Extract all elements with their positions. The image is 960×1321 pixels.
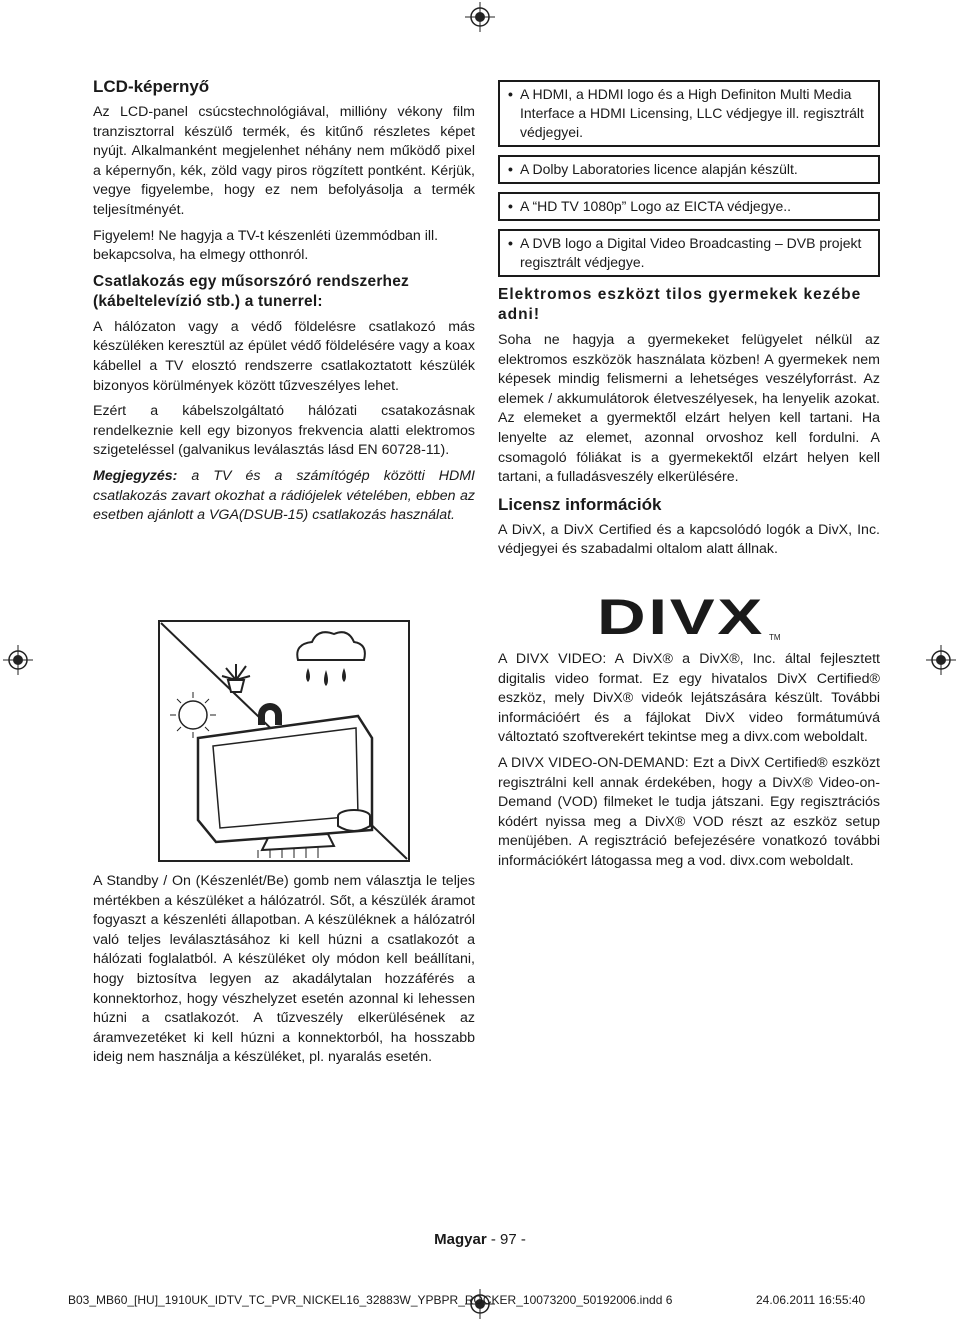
page-number: - 97 - <box>486 1231 526 1248</box>
box-text: A Dolby Laboratories licence alapján készült. <box>520 161 798 177</box>
bullet: • <box>508 161 513 177</box>
bullet: • <box>508 198 513 214</box>
note-label: Megjegyzés: <box>93 467 178 484</box>
registration-mark-top-icon <box>465 2 495 32</box>
footer-language: Magyar <box>434 1231 487 1248</box>
slug-filename: B03_MB60_[HU]_1910UK_IDTV_TC_PVR_NICKEL16_32883W_YPBPR_ROCKER_10073200_50192006.indd 6 <box>68 1293 673 1307</box>
divx-trademark: TM <box>769 633 781 642</box>
divx-logo <box>597 590 782 642</box>
trademark-box-hdmi <box>498 80 880 147</box>
lcd-heading: LCD-képernyő <box>93 77 210 96</box>
license-heading: Licensz információk <box>498 494 662 514</box>
cable-paragraph-1: A hálózaton vagy a védő földelésre csatlakozó más készüléken keresztül az épület védő földelésére vagy a koax kábellel a TV elosztó rendszerre csatlakoztatott készülék bizonyos körülmények között tűzveszélyes lehet. <box>93 318 475 394</box>
trademark-box-dolby <box>498 155 880 184</box>
cable-heading: Csatlakozás egy műsorszóró rendszerhez (kábeltelevízió stb.) a tunerrel: <box>93 272 409 310</box>
kids-heading: Elektromos eszközt tilos gyermekek kezébe adni! <box>498 286 862 323</box>
box-text: A HDMI, a HDMI logo és a High Definiton Multi Media Interface a HDMI Licensing, LLC védjegye ill. regisztrált védjegyei. <box>520 86 864 140</box>
trademark-box-hdtv <box>498 192 880 221</box>
right-column <box>498 80 880 566</box>
standby-paragraph: A Standby / On (Készenlét/Be) gomb nem választja le teljes mértékben a készüléket a hálózatról. Sőt, a készülék áramot fogyaszt a készenléti állapotban. A készüléknek a hálózatról való teljes leválasztásához ki kell húzni a csatlakozót a hálózati foglalatból. A készüléket oly módon kell beállítani, hogy biztosítva legyen az akadálytalan hozzáférés a konnektorhoz, hogy vészhelyzet esetén azonnal ki lehessen húzni a csatlakozót. A tűzveszély elkerülésének az áramvezetéket ki kell húzni a konnektorból, ha hosszabb ideig nem használja a készüléket, pl. nyaralás esetén. <box>93 873 475 1066</box>
hdmi-note <box>93 467 475 526</box>
slug-date: 24.06.2011 16:55:40 <box>756 1293 866 1307</box>
cable-paragraph-2: Ezért a kábelszolgáltató hálózati csatakozásnak rendelkeznie kell egy bizonyos frekvencia alatti elektromos szigeteléssel (galvanikus leválasztás lásd EN 60728-11). <box>93 403 475 459</box>
warning-paragraph: Figyelem! Ne hagyja a TV-t készenléti üzemmódban ill. bekapcsolva, ha elmegy otthonról. <box>93 227 439 264</box>
registration-mark-right-icon <box>926 645 956 675</box>
kids-paragraph: Soha ne hagyja a gyermekeket felügyelet nélkül az elektromos eszközök használata közben! A gyermekek nem képesek mindig felismerni a lehetséges veszélyforrást. Az elemek / akkumulátorok életveszélyesek, ha lenyelik azokat. Az elemeket a gyermektől elzárt helyen kell tartani. Ha lenyelte az elemet, azonnal orvoshoz kell fordulni. A csomagoló fóliákat is a gyermekektől elzárt helyen kell tartani, a fulladásveszély elkerülésére. <box>498 332 880 486</box>
license-paragraph: A DivX, a DivX Certified és a kapcsolódó logók a DivX, Inc. védjegyei és szabadalmi oltalom alatt állnak. <box>498 521 880 558</box>
bullet: • <box>508 235 513 251</box>
box-text: A “HD TV 1080p” Logo az EICTA védjegye.. <box>520 198 792 214</box>
left-column <box>93 76 475 532</box>
lcd-paragraph: Az LCD-panel csúcstechnológiával, millióny vékony film tranzisztorral készülő termék, és kitűnő részletes képet nyújt. Alkalmanként megjelenhet néhány nem működő pixel a képernyőn, kék, zöld vagy piros rögzített pontként. Kérjük, vegye figyelembe, hogy ez nem befolyásolja a termék teljesítményét. <box>93 104 475 218</box>
note-text: a TV és a számítógép közötti HDMI csatlakozás zavart okozhat a rádiójelek vételében, ebben az esetben ajánlott a VGA(DSUB-15) csatlakozás használat. <box>93 467 475 524</box>
trademark-box-dvb <box>498 229 880 277</box>
box-text: A DVB logo a Digital Video Broadcasting – DVB projekt regisztrált védjegye. <box>520 235 862 270</box>
bullet: • <box>508 86 513 102</box>
registration-mark-left-icon <box>3 645 33 675</box>
page-footer <box>0 1231 960 1248</box>
divx-video-paragraph: A DIVX VIDEO: A DivX® a DivX®, Inc. által fejlesztett digitalis video format. Ez egy hivatalos DivX Certified® eszköz, mely DivX® videók lejátszására készült. További információért és a fájlokat DivX video formátumúvá változtató szoftverekért tekintse meg a divx.com weboldalt. <box>498 651 880 746</box>
divx-logo-text: DIVX <box>597 590 765 642</box>
tv-safety-illustration <box>158 620 410 862</box>
left-column-bottom <box>93 872 475 1074</box>
divx-vod-paragraph: A DIVX VIDEO-ON-DEMAND: Ezt a DivX Certified® eszközt regisztrálni kell annak érdekében, hogy a DivX® Video-on-Demand (VOD) filmeket le tudja játszani. Egy regisztrációs kódért nyissa meg a DivX® VOD részt az eszköz setup menüjében. A regisztráció befejezésére vonatkozó további információkért látogassa meg a vod. divx.com weboldalt. <box>498 754 880 869</box>
right-column-bottom <box>498 650 880 878</box>
